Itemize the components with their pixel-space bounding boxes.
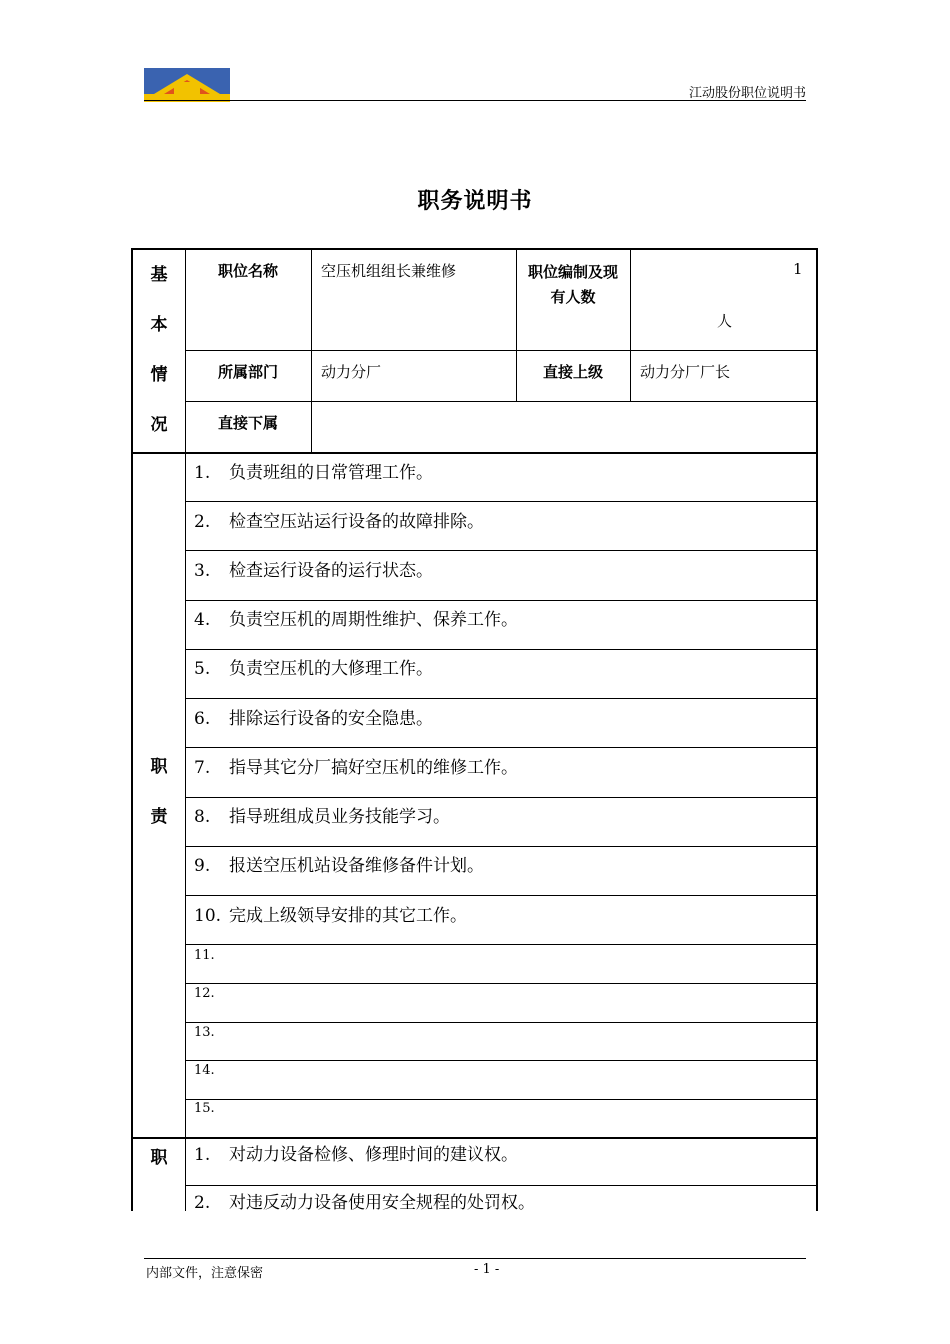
department-value: 动力分厂 [321,363,382,381]
duty-item-13: 13. [194,1025,215,1040]
header-title: 江动股份职位说明书 [688,86,806,101]
duty-item-7: 7. 指导其它分厂搞好空压机的维修工作。 [194,758,518,778]
duty-item-14: 14. [194,1063,215,1078]
duty-item-8: 8. 指导班组成员业务技能学习。 [194,807,450,827]
department-label: 所属部门 [217,363,278,381]
duty-item-5: 5. 负责空压机的大修理工作。 [194,659,433,679]
duty-item-15: 15. [194,1101,215,1116]
supervisor-value: 动力分厂厂长 [640,363,731,381]
headcount-label: 职位编制及现有人数 [528,263,619,306]
headcount-value-number: 1 [793,260,803,278]
duty-item-6: 6. 排除运行设备的安全隐患。 [194,709,433,729]
duties-label-1: 职 [150,757,168,777]
headcount-value-unit: 人 [717,312,733,330]
footer-divider [144,1258,806,1259]
duty-item-9: 9. 报送空压机站设备维修备件计划。 [194,856,484,876]
duty-item-3: 3. 检查运行设备的运行状态。 [194,561,433,581]
duty-item-10: 10. 完成上级领导安排的其它工作。 [194,906,467,926]
basic-info-label-2: 本 [150,315,168,335]
authority-item-1: 1. 对动力设备检修、修理时间的建议权。 [194,1145,518,1165]
duty-item-1: 1. 负责班组的日常管理工作。 [194,463,433,483]
page-number: - 1 - [474,1262,500,1277]
job-description-table [131,248,818,1211]
duty-item-2: 2. 检查空压站运行设备的故障排除。 [194,512,484,532]
basic-info-label-1: 基 [150,265,168,285]
page-title: 职务说明书 [417,189,533,214]
authority-label-1: 职 [150,1148,168,1168]
header-divider [144,100,806,101]
confidential-notice: 内部文件，注意保密 [146,1266,264,1281]
basic-info-label-3: 情 [150,365,168,385]
duty-item-11: 11. [194,948,215,963]
supervisor-label: 直接上级 [542,363,603,381]
company-logo [144,68,230,102]
position-name-label: 职位名称 [217,262,278,280]
duties-label-2: 责 [150,807,168,827]
basic-info-label-4: 况 [150,415,168,435]
duty-item-12: 12. [194,986,215,1001]
position-name-value: 空压机组组长兼维修 [321,262,457,280]
authority-item-2: 2. 对违反动力设备使用安全规程的处罚权。 [194,1193,535,1213]
subordinate-label: 直接下属 [217,414,278,432]
duty-item-4: 4. 负责空压机的周期性维护、保养工作。 [194,610,518,630]
